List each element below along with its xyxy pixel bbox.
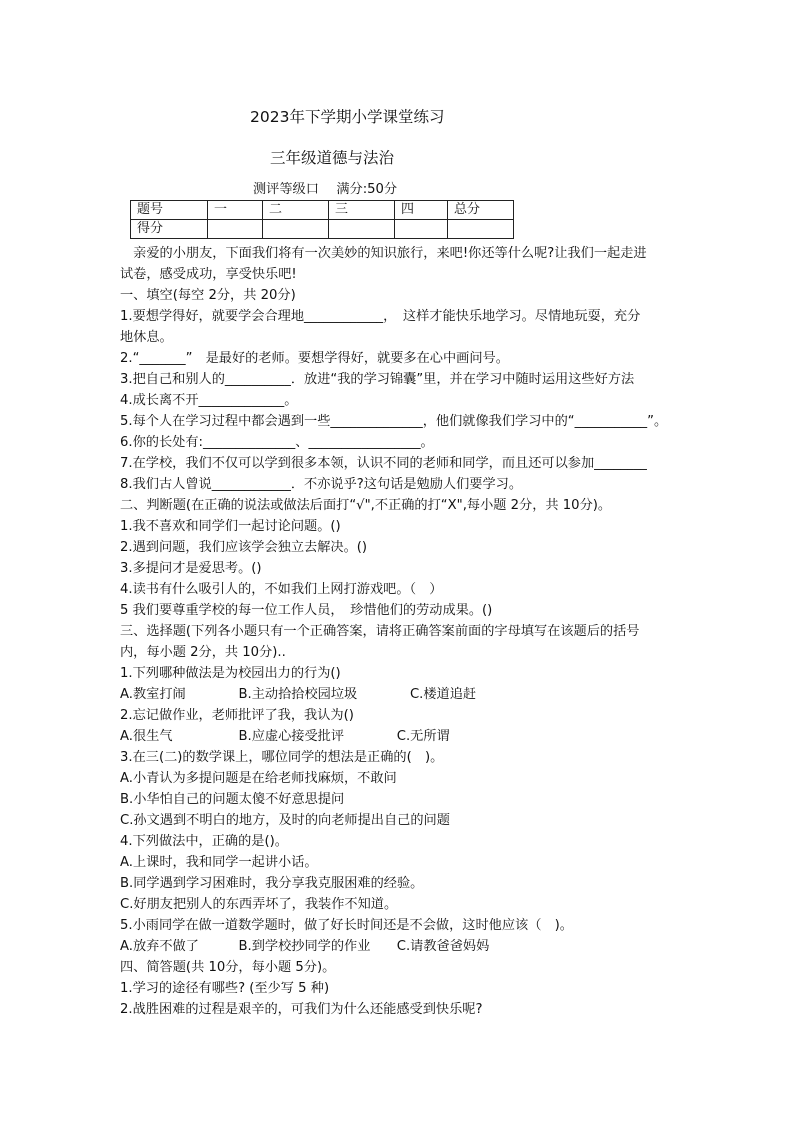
score-row-label: 得分 <box>131 220 208 239</box>
option-line: A.教室打闹 B.主动拾拾校园垃圾 C.楼道追赶 <box>120 687 477 702</box>
option-line: A.放弃不做了 B.到学校抄同学的作业 C.请教爸爸妈妈 <box>120 939 490 954</box>
intro-line: 试卷，感受成功，享受快乐吧! <box>120 267 297 282</box>
question-line: 1.下列哪种做法是为校园出力的行为() <box>120 666 341 681</box>
question-line: 5 我们要尊重学校的每一位工作人员， 珍惜他们的劳动成果。() <box>120 603 493 618</box>
score-cell[interactable] <box>263 220 329 239</box>
question-line: 2.“_______” 是最好的老师。要想学得好，就要多在心中画问号。 <box>120 351 509 366</box>
grade-line: 测评等级口 满分:50分 <box>253 182 398 197</box>
score-cell[interactable] <box>448 220 514 239</box>
exam-subtitle: 三年级道德与法治 <box>270 149 395 167</box>
question-line: 2.忘记做作业，老师批评了我，我认为() <box>120 708 354 723</box>
question-line: 7.在学校，我们不仅可以学到很多本领，认识不同的老师和同学，而且还可以参加________ <box>120 456 647 471</box>
option-line: C.好朋友把别人的东西弄坏了，我装作不知道。 <box>120 897 398 912</box>
score-table-score-row <box>131 220 514 239</box>
option-line: B.同学遇到学习困难时，我分享我克服困难的经验。 <box>120 876 424 891</box>
score-header-cell: 一 <box>208 201 263 220</box>
section-heading: 四、简答题(共 10分，每小题 5分)。 <box>120 960 336 975</box>
score-header-cell: 题号 <box>131 201 208 220</box>
score-cell[interactable] <box>329 220 395 239</box>
section-heading: 二、判断题(在正确的说法或做法后面打“√",不正确的打“X",每小题 2分，共 10分)。 <box>120 498 612 513</box>
score-table-header-row <box>131 201 514 220</box>
question-line: 1.我不喜欢和同学们一起讨论问题。() <box>120 519 341 534</box>
question-line: 3.把自己和别人的__________．放进“我的学习锦囊”里，并在学习中随时运用这些好方法 <box>120 372 635 387</box>
score-header-cell: 三 <box>329 201 395 220</box>
question-line: 2.战胜困难的过程是艰辛的，可我们为什么还能感受到快乐呢? <box>120 1002 483 1017</box>
question-line: 4.读书有什么吸引人的，不如我们上网打游戏吧。（ ） <box>120 582 443 597</box>
question-line: 地休息。 <box>120 330 173 345</box>
question-line: 1.要想学得好，就要学会合理地____________， 这样才能快乐地学习。尽情地玩耍，充分 <box>120 309 641 324</box>
exam-title: 2023年下学期小学课堂练习 <box>250 108 445 126</box>
question-line: 3.多提问才是爱思考。() <box>120 561 262 576</box>
option-line: A.小青认为多提问题是在给老师找麻烦，不敢问 <box>120 771 397 786</box>
score-cell[interactable] <box>208 220 263 239</box>
question-line: 5.小雨同学在做一道数学题时，做了好长时间还是不会做，这时他应该（ )。 <box>120 918 573 933</box>
section-heading: 内，每小题 2分，共 10分).. <box>120 645 286 660</box>
score-header-cell: 总分 <box>448 201 514 220</box>
question-line: 2.遇到问题，我们应该学会独立去解决。() <box>120 540 368 555</box>
question-line: 4.成长离不开_____________。 <box>120 393 298 408</box>
section-heading: 三、选择题(下列各小题只有一个正确答案，请将正确答案前面的字母填写在该题后的括号 <box>120 624 640 639</box>
option-line: C.孙文遇到不明白的地方，及时的向老师提出自己的问题 <box>120 813 450 828</box>
score-header-cell: 二 <box>263 201 329 220</box>
option-line: A.上课时，我和同学一起讲小话。 <box>120 855 318 870</box>
option-line: B.小华怕自己的问题太傻不好意思提问 <box>120 792 345 807</box>
question-line: 8.我们古人曾说____________．不亦说乎?这句话是勉励人们要学习。 <box>120 477 523 492</box>
question-line: 4.下列做法中，正确的是()。 <box>120 834 288 849</box>
score-header-cell: 四 <box>395 201 448 220</box>
section-heading: 一、填空(每空 2分，共 20分) <box>120 288 296 303</box>
question-line: 1.学习的途径有哪些? (至少写 5 种) <box>120 981 330 996</box>
score-table <box>130 200 514 239</box>
question-line: 5.每个人在学习过程中都会遇到一些______________，他们就像我们学习中的“___________”。 <box>120 414 668 429</box>
option-line: A.很生气 B.应虚心接受批评 C.无所谓 <box>120 729 450 744</box>
question-line: 6.你的长处有:______________、_________________。 <box>120 435 434 450</box>
score-cell[interactable] <box>395 220 448 239</box>
question-line: 3.在三(二)的数学课上，哪位同学的想法是正确的( )。 <box>120 750 444 765</box>
intro-line: 亲爱的小朋友，下面我们将有一次美妙的知识旅行，来吧!你还等什么呢?让我们一起走进 <box>120 246 647 261</box>
